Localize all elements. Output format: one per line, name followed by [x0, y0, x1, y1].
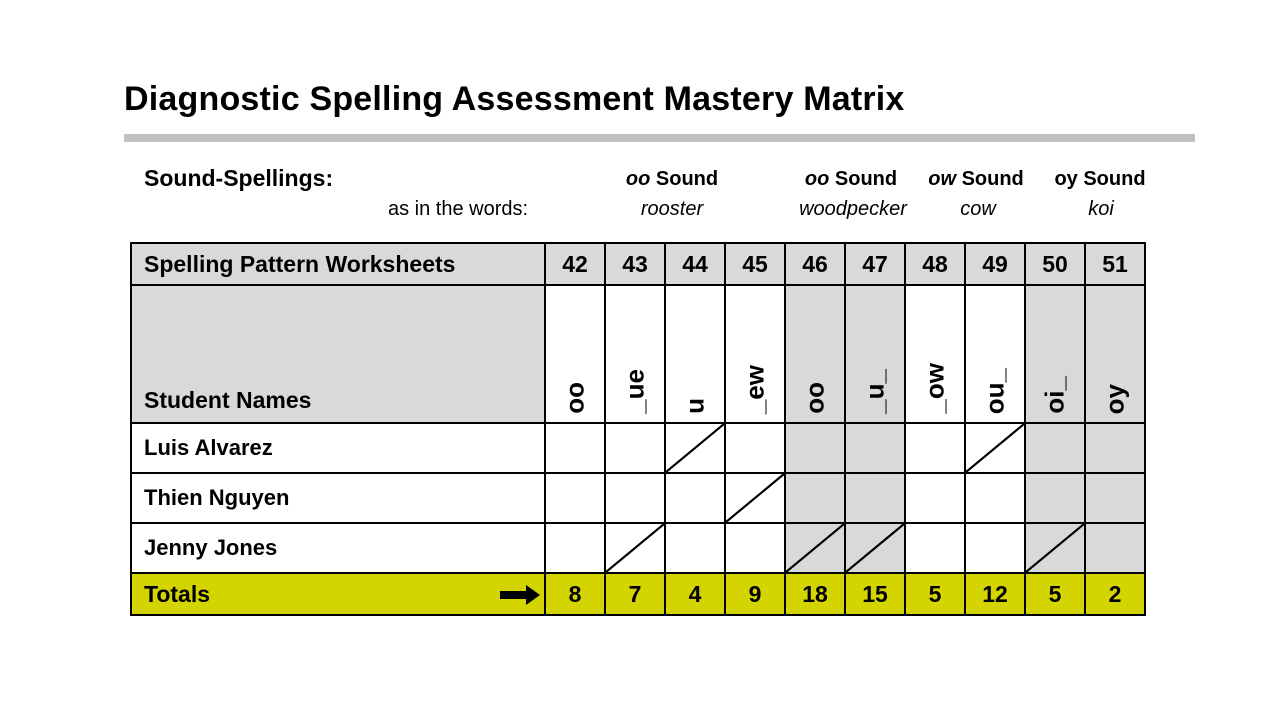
score-cell[interactable]	[785, 423, 845, 473]
score-cell[interactable]	[965, 473, 1025, 523]
page-title: Diagnostic Spelling Assessment Mastery Matrix	[124, 80, 905, 118]
assessed-cell[interactable]	[605, 523, 665, 573]
score-cell[interactable]	[665, 473, 725, 523]
score-cell[interactable]	[905, 473, 965, 523]
spelling-pattern-text: oo	[559, 382, 590, 414]
assessed-cell[interactable]	[785, 523, 845, 573]
assessed-cell[interactable]	[845, 523, 905, 573]
spelling-pattern-cell	[605, 285, 665, 423]
assessed-cell[interactable]	[1025, 523, 1085, 573]
student-name: Thien Nguyen	[131, 473, 545, 523]
total-value: 8	[545, 573, 605, 615]
worksheet-number: 51	[1085, 243, 1145, 285]
spelling-pattern-cell	[965, 285, 1025, 423]
score-cell[interactable]	[605, 423, 665, 473]
spelling-pattern-cell	[845, 285, 905, 423]
spelling-pattern-cell	[665, 285, 725, 423]
score-cell[interactable]	[605, 473, 665, 523]
worksheet-number: 43	[605, 243, 665, 285]
score-cell[interactable]	[1025, 473, 1085, 523]
diagonal-slash-mark	[966, 424, 1024, 472]
sound-heading-2: oo Sound	[804, 168, 898, 190]
total-value: 12	[965, 573, 1025, 615]
spelling-pattern-cell	[1085, 285, 1145, 423]
student-row	[131, 473, 1145, 523]
diagonal-slash-mark	[666, 424, 724, 472]
score-cell[interactable]	[905, 523, 965, 573]
spelling-pattern-text: ou_	[979, 367, 1010, 414]
total-value: 18	[785, 573, 845, 615]
score-cell[interactable]	[545, 473, 605, 523]
total-value: 4	[665, 573, 725, 615]
score-cell[interactable]	[545, 523, 605, 573]
worksheet-number: 45	[725, 243, 785, 285]
total-value: 7	[605, 573, 665, 615]
student-name: Luis Alvarez	[131, 423, 545, 473]
sound-example-word-1: rooster	[640, 198, 704, 220]
worksheet-number: 46	[785, 243, 845, 285]
score-cell[interactable]	[965, 523, 1025, 573]
score-cell[interactable]	[845, 423, 905, 473]
score-cell[interactable]	[1025, 423, 1085, 473]
diagonal-slash-mark	[1026, 524, 1084, 572]
spelling-pattern-text: _ue	[619, 369, 650, 414]
student-row	[131, 523, 1145, 573]
score-cell[interactable]	[1085, 423, 1145, 473]
sound-spellings-label: Sound-Spellings:	[144, 165, 334, 191]
as-in-words-label: as in the words:	[388, 198, 529, 220]
score-cell[interactable]	[665, 523, 725, 573]
sound-example-word-2: woodpecker	[799, 198, 907, 220]
spelling-pattern-text: oy	[1099, 383, 1130, 414]
title-underline	[124, 134, 1195, 142]
total-value: 15	[845, 573, 905, 615]
assessed-cell[interactable]	[965, 423, 1025, 473]
totals-row	[131, 573, 1145, 615]
worksheet-number: 49	[965, 243, 1025, 285]
worksheet-number: 42	[545, 243, 605, 285]
spelling-pattern-row	[131, 285, 1145, 423]
spelling-pattern-cell	[905, 285, 965, 423]
score-cell[interactable]	[725, 523, 785, 573]
sound-example-word-4: koi	[1088, 198, 1114, 220]
right-arrow-icon	[500, 585, 540, 605]
student-name: Jenny Jones	[131, 523, 545, 573]
total-value: 2	[1085, 573, 1145, 615]
assessed-cell[interactable]	[725, 473, 785, 523]
worksheet-number: 47	[845, 243, 905, 285]
worksheets-header-label: Spelling Pattern Worksheets	[131, 243, 545, 285]
assessed-cell[interactable]	[665, 423, 725, 473]
score-cell[interactable]	[845, 473, 905, 523]
spelling-pattern-cell	[725, 285, 785, 423]
spelling-pattern-text: u	[679, 398, 710, 414]
totals-label-cell	[131, 573, 545, 615]
mastery-matrix-table	[130, 242, 1146, 616]
total-value: 5	[905, 573, 965, 615]
worksheet-number: 48	[905, 243, 965, 285]
score-cell[interactable]	[545, 423, 605, 473]
sound-example-word-3: cow	[960, 198, 996, 220]
diagonal-slash-mark	[726, 474, 784, 522]
diagonal-slash-mark	[786, 524, 844, 572]
spelling-pattern-text: _u_	[859, 369, 890, 414]
student-row	[131, 423, 1145, 473]
spelling-pattern-cell	[1025, 285, 1085, 423]
spelling-pattern-text: _ow	[919, 363, 950, 414]
spelling-pattern-text: oo	[799, 382, 830, 414]
total-value: 9	[725, 573, 785, 615]
worksheet-number: 50	[1025, 243, 1085, 285]
worksheet-number: 44	[665, 243, 725, 285]
score-cell[interactable]	[785, 473, 845, 523]
worksheet-header-row	[131, 243, 1145, 285]
score-cell[interactable]	[1085, 473, 1145, 523]
sound-heading-1: oo Sound	[625, 168, 719, 190]
spelling-pattern-text: oi_	[1039, 376, 1070, 414]
totals-label: Totals	[144, 580, 211, 607]
diagonal-slash-mark	[606, 524, 664, 572]
total-value: 5	[1025, 573, 1085, 615]
diagonal-slash-mark	[846, 524, 904, 572]
score-cell[interactable]	[1085, 523, 1145, 573]
spelling-pattern-text: _ew	[739, 364, 770, 414]
score-cell[interactable]	[905, 423, 965, 473]
student-names-label: Student Names	[131, 285, 545, 423]
sound-heading-3: ow Sound	[928, 168, 1024, 190]
spelling-pattern-cell	[545, 285, 605, 423]
score-cell[interactable]	[725, 423, 785, 473]
sound-heading-4: oy Sound	[1054, 168, 1146, 190]
spelling-pattern-cell	[785, 285, 845, 423]
